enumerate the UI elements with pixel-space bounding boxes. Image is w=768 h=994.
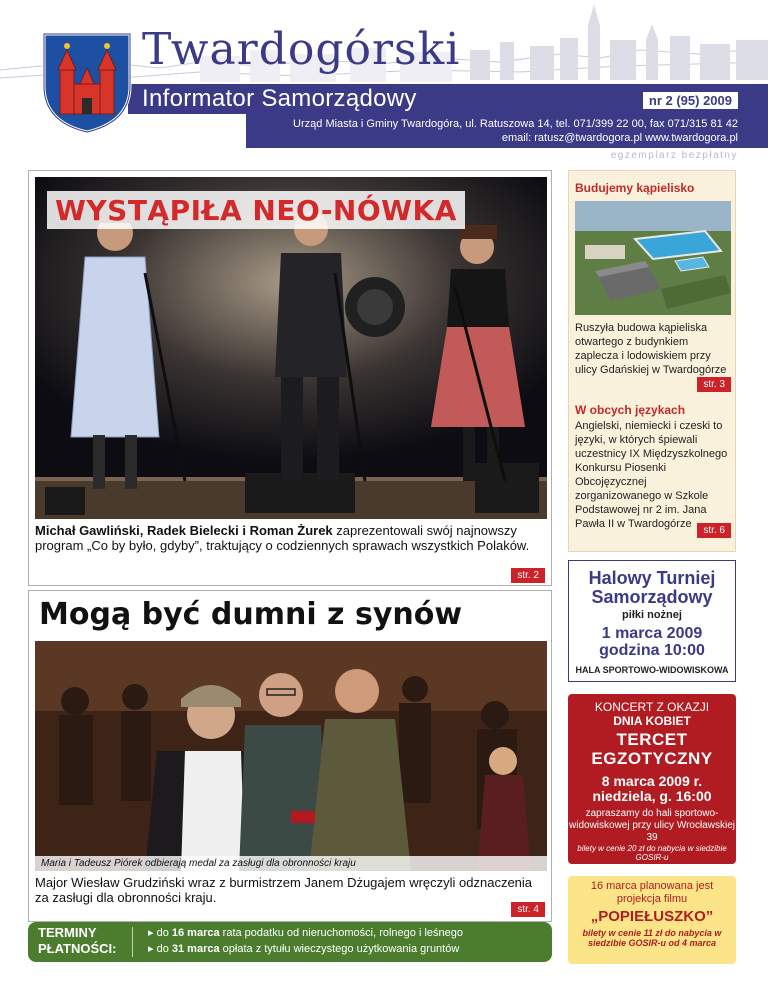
sidebar-item2-page-link[interactable]: str. 6 [697, 523, 731, 538]
tournament-title: Halowy Turniej Samorządowy [588, 568, 716, 607]
payment-deadlines-divider [132, 927, 133, 957]
sidebar-item2-title[interactable]: W obcych językach [575, 403, 686, 417]
football-tournament-ad [568, 560, 736, 682]
tournament-venue: HALA SPORTOWO-WIDOWISKOWA [575, 665, 729, 675]
concert-occasion-day: DNIA KOBIET [613, 714, 691, 728]
sidebar-news-box [568, 170, 736, 552]
address-band [246, 114, 768, 148]
article1-page-link[interactable]: str. 2 [511, 568, 545, 583]
concert-performer-line1: TERCET [616, 730, 688, 749]
article2-headline[interactable]: Mogą być dumni z synów [39, 597, 463, 632]
article1-caption-text: zaprezentowali swój najnowszy program „Co by było, gdyby”, traktujący o codziennych sprawach wszystkich Polaków. [35, 523, 530, 553]
payment-deadlines-box [28, 922, 552, 962]
masthead-subtitle: Informator Samorządowy [142, 85, 417, 112]
concert-ad [568, 694, 736, 864]
arrow-right-icon: ▸ [148, 943, 157, 955]
article2-page-link[interactable]: str. 4 [511, 902, 545, 917]
sidebar-item2-text: Angielski, niemiecki i czeski to języki, w których śpiewali uczestnicy IX Międzyszkolnego Konkursu Piosenki Obcojęzycznej zorganizowanego w Szkole Podstawowej nr 2 im. Jana Pawła II w Twardogórze [575, 420, 728, 530]
tournament-date-day: 1 marca 2009 [601, 625, 703, 642]
masthead-title: Twardogórski [142, 24, 461, 75]
concert-tickets: bilety w cenie 20 zł do nabycia w siedzibie GOSIR-u [577, 844, 727, 862]
concert-date-day: 8 marca 2009 r. [601, 773, 703, 789]
masthead-band [128, 84, 768, 114]
arrow-right-icon: ▸ [148, 927, 157, 939]
payment-deadline-item [148, 925, 463, 941]
deadline-prefix: do [156, 943, 169, 955]
deadline-date: 16 marca [171, 927, 220, 939]
article2-photo-caption: Maria i Tadeusz Piórek odbierają medal za zasługi dla obronności kraju [35, 856, 547, 871]
payment-deadline-item [148, 941, 463, 957]
deadline-text: rata podatku od nieruchomości, rolnego i leśnego [222, 927, 463, 939]
article1-caption [35, 523, 547, 553]
payment-deadlines-label: TERMINY PŁATNOŚCI: [38, 925, 117, 956]
town-crest-icon [38, 30, 136, 134]
article1-caption-names: Michał Gawliński, Radek Bielecki i Roman Żurek [35, 523, 333, 538]
film-title: „POPIEŁUSZKO” [590, 908, 714, 925]
deadline-text: opłata z tytułu wieczystego użytkowania gruntów [222, 943, 460, 955]
film-screening-ad [568, 876, 736, 964]
sidebar-item1-text: Ruszyła budowa kąpieliska otwartego z budynkiem zaplecza i lodowiskiem przy ulicy Gdańskiej w Twardogórze [575, 322, 727, 376]
address-line-2: email: ratusz@twardogora.pl www.twardogora.pl [501, 132, 738, 144]
address-line-1: Urząd Miasta i Gminy Twardogóra, ul. Ratuszowa 14, tel. 071/399 22 00, fax 071/315 81 42 [293, 118, 738, 130]
article2-caption: Major Wiesław Grudziński wraz z burmistrzem Janem Dżugajem wręczyli odznaczenia za zasługi dla obronności kraju. [35, 875, 533, 905]
sidebar-item1-page-link[interactable]: str. 3 [697, 377, 731, 392]
article1-headline[interactable]: WYSTĄPIŁA NEO-NÓWKA [47, 191, 465, 229]
free-copy-note: egzemplarz bezpłatny [610, 150, 738, 161]
deadline-date: 31 marca [171, 943, 220, 955]
tournament-date-time: godzina 10:00 [599, 642, 705, 659]
tournament-subtitle: piłki nożnej [622, 609, 682, 621]
film-announcement: 16 marca planowana jest projekcja filmu [590, 880, 714, 905]
concert-performer [568, 730, 736, 768]
concert-occasion: KONCERT Z OKAZJI [594, 700, 710, 714]
deadline-prefix: do [156, 927, 169, 939]
concert-performer-line2: EGZOTYCZNY [591, 749, 713, 768]
article-dumni-z-synow[interactable] [28, 590, 552, 922]
pool-construction-photo [575, 201, 731, 315]
concert-date-time: niedziela, g. 16:00 [592, 788, 712, 804]
article-neo-nowka[interactable] [28, 170, 552, 586]
concert-invitation: zapraszamy do hali sportowo-widowiskowej przy ulicy Wrocławskiej 39 [569, 808, 735, 843]
sidebar-item1-title[interactable]: Budujemy kąpielisko [575, 181, 695, 195]
payment-deadlines-list [148, 925, 463, 957]
stage-photo [35, 177, 547, 519]
medal-ceremony-photo [35, 641, 547, 871]
concert-date [568, 774, 736, 804]
film-tickets: bilety w cenie 11 zł do nabycia w siedzibie GOSIR-u od 4 marca [582, 928, 722, 948]
tournament-date [569, 625, 735, 659]
issue-number: nr 2 (95) 2009 [643, 92, 738, 109]
